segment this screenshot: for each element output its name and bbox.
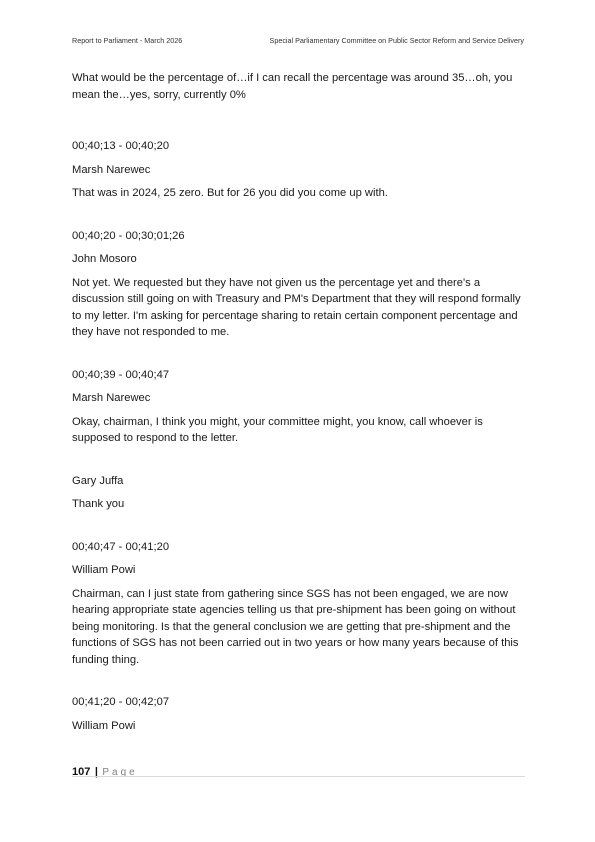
- page-label: Page: [102, 767, 138, 778]
- timestamp: 00;40;20 - 00;30;01;26: [72, 229, 185, 242]
- transcript-entry: [72, 138, 524, 202]
- speaker-name: Marsh Narewec: [72, 163, 151, 176]
- speaker-name: John Mosoro: [72, 253, 137, 265]
- transcript-entry: [72, 228, 524, 341]
- speech-text: Thank you: [72, 498, 125, 510]
- transcript-body: [72, 70, 524, 734]
- timestamp: 00;40;47 - 00;41;20: [72, 540, 170, 553]
- transcript-entry: [72, 539, 524, 669]
- speech-text: Not yet. We requested but they have not given us the percentage yet and there's a discussion still going on with Treasury and PM's Department that they will respond formally to my letter. I'm asking for percentage sharing to retain certain component percentage and they have not responded to me.: [72, 276, 521, 338]
- speech-text: That was in 2024, 25 zero. But for 26 you did you come up with.: [72, 187, 388, 199]
- timestamp: 00;40;39 - 00;40;47: [72, 368, 170, 381]
- footer-rule: [72, 776, 525, 777]
- speaker-name: Gary Juffa: [72, 474, 124, 487]
- page-separator: |: [94, 766, 98, 778]
- speech-text: Okay, chairman, I think you might, your committee might, you know, call whoever is supposed to respond to the letter.: [72, 415, 483, 444]
- timestamp: 00;40;13 - 00;40;20: [72, 140, 170, 152]
- page-header: [72, 36, 524, 48]
- transcript-entry: [72, 473, 524, 513]
- speaker-name: William Powi: [72, 564, 136, 576]
- speaker-name: Marsh Narewec: [72, 392, 151, 404]
- page-footer: [72, 762, 525, 780]
- transcript-entry: [72, 694, 524, 734]
- header-report-title: Report to Parliament - March 2026: [72, 36, 183, 45]
- page-number: 107: [72, 766, 91, 778]
- timestamp: 00;41;20 - 00;42;07: [72, 696, 170, 708]
- speech-text: Chairman, can I just state from gathering since SGS has not been engaged, we are now hearing appropriate state agencies telling us that pre-shipment has been going on without being monitoring. Is that the general conclusion we are getting that pre-shipment and the functions of SGS has not been carried out in two years or how many years because of this funding thing.: [72, 587, 519, 666]
- transcript-entry: [72, 70, 524, 103]
- header-committee-name: Special Parliamentary Committee on Public Sector Reform and Service Delivery: [269, 36, 524, 45]
- speech-text: What would be the percentage of…if I can recall the percentage was around 35…oh, you mean the…yes, sorry, currently 0%: [72, 72, 513, 101]
- transcript-entry: [72, 367, 524, 447]
- speaker-name: William Powi: [72, 719, 136, 732]
